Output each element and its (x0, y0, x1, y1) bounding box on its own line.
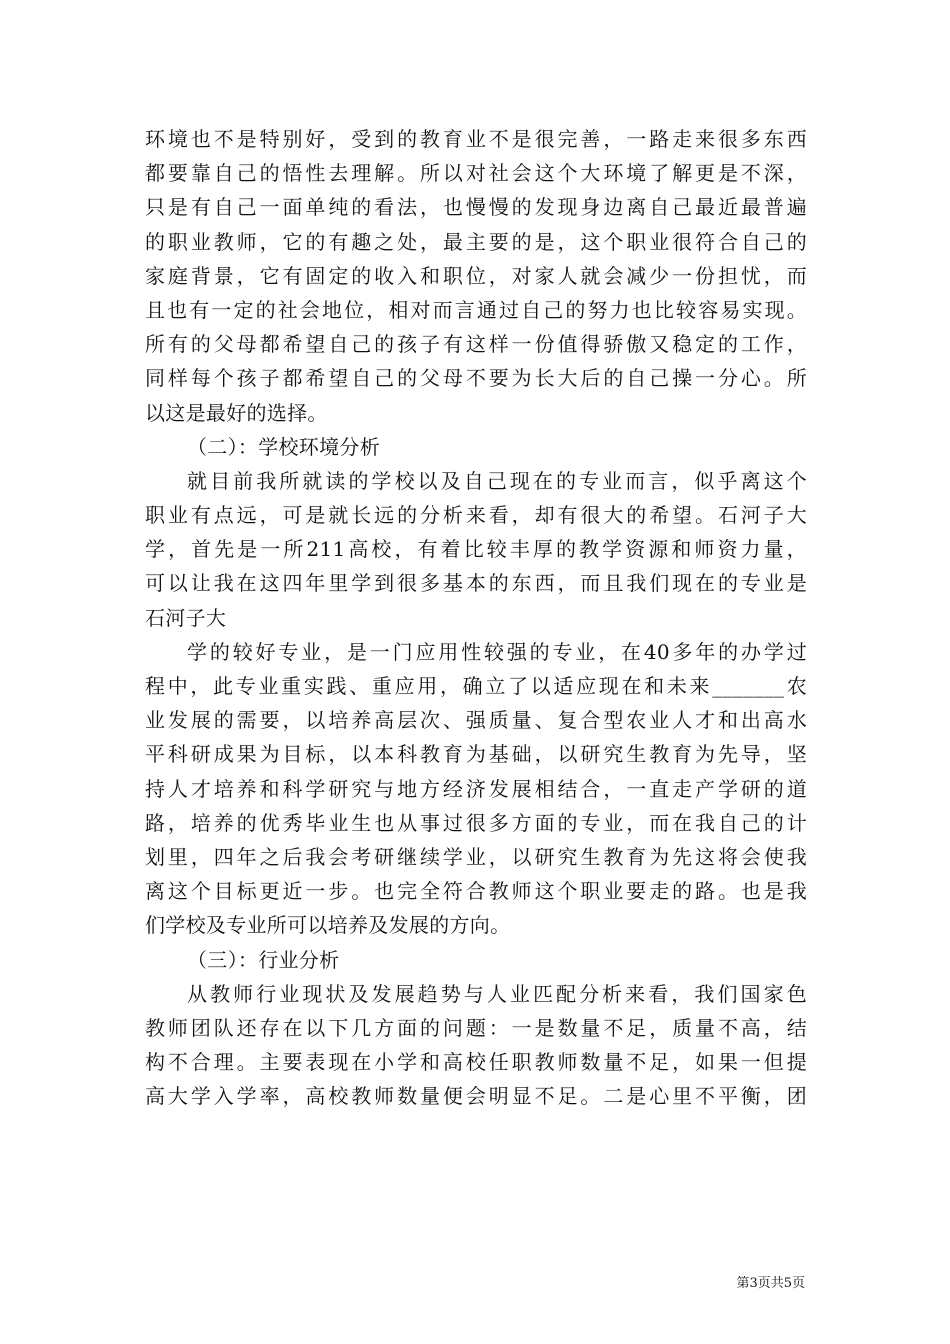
page-footer: 第3页共5页 (736, 1276, 805, 1291)
paragraph-line: 持人才培养和科学研究与地方经济发展相结合，一直走产学研的道 (145, 776, 807, 801)
paragraph-line: 家庭背景，它有固定的收入和职位，对家人就会减少一份担忧，而 (145, 263, 807, 288)
paragraph-line: 程中，此专业重实践、重应用，确立了以适应现在和未来_______农 (145, 674, 807, 698)
paragraph-line: 只是有自己一面单纯的看法，也慢慢的发现身边离自己最近最普遍 (145, 195, 807, 220)
section-heading: （三）：行业分析 (187, 947, 340, 972)
paragraph-line: 学的较好专业，是一门应用性较强的专业，在40多年的办学过 (187, 639, 807, 664)
paragraph-line: 都要靠自己的悟性去理解。所以对社会这个大环境了解更是不深， (145, 161, 807, 186)
section-heading: （二）：学校环境分析 (187, 434, 380, 459)
paragraph-line: 石河子大 (145, 605, 227, 630)
paragraph-line: 且也有一定的社会地位，相对而言通过自己的努力也比较容易实现。 (145, 297, 807, 322)
paragraph-line: 从教师行业现状及发展趋势与人业匹配分析来看，我们国家色 (187, 981, 807, 1006)
paragraph-line: 路，培养的优秀毕业生也从事过很多方面的专业，而在我自己的计 (145, 810, 807, 835)
paragraph-line: 可以让我在这四年里学到很多基本的东西，而且我们现在的专业是 (145, 571, 807, 596)
paragraph-line: 同样每个孩子都希望自己的父母不要为长大后的自己操一分心。所 (145, 366, 807, 391)
paragraph-line: 划里，四年之后我会考研继续学业，以研究生教育为先这将会使我 (145, 844, 807, 869)
paragraph-line: 就目前我所就读的学校以及自己现在的专业而言，似乎离这个 (187, 468, 807, 493)
paragraph-line: 的职业教师，它的有趣之处，最主要的是，这个职业很符合自己的 (145, 229, 807, 254)
paragraph-line: 们学校及专业所可以培养及发展的方向。 (145, 913, 511, 938)
paragraph-line: 学，首先是一所211高校，有着比较丰厚的教学资源和师资力量， (145, 537, 807, 562)
paragraph-line: 构不合理。主要表现在小学和高校任职教师数量不足，如果一但提 (145, 1050, 807, 1075)
paragraph-line: 职业有点远，可是就长远的分析来看，却有很大的希望。石河子大 (145, 503, 807, 528)
paragraph-line: 教师团队还存在以下几方面的问题：一是数量不足，质量不高，结 (145, 1015, 807, 1040)
paragraph-line: 以这是最好的选择。 (145, 400, 328, 425)
paragraph-line: 业发展的需要，以培养高层次、强质量、复合型农业人才和出高水 (145, 708, 807, 733)
body-text (145, 122, 807, 1113)
paragraph-line: 环境也不是特别好，受到的教育业不是很完善，一路走来很多东西 (145, 127, 807, 151)
paragraph-line: 所有的父母都希望自己的孩子有这样一份值得骄傲又稳定的工作， (145, 332, 807, 357)
paragraph-line: 高大学入学率，高校教师数量便会明显不足。二是心里不平衡，团 (145, 1084, 807, 1109)
paragraph-line: 离这个目标更近一步。也完全符合教师这个职业要走的路。也是我 (145, 879, 807, 904)
paragraph-line: 平科研成果为目标，以本科教育为基础，以研究生教育为先导，坚 (145, 742, 807, 767)
